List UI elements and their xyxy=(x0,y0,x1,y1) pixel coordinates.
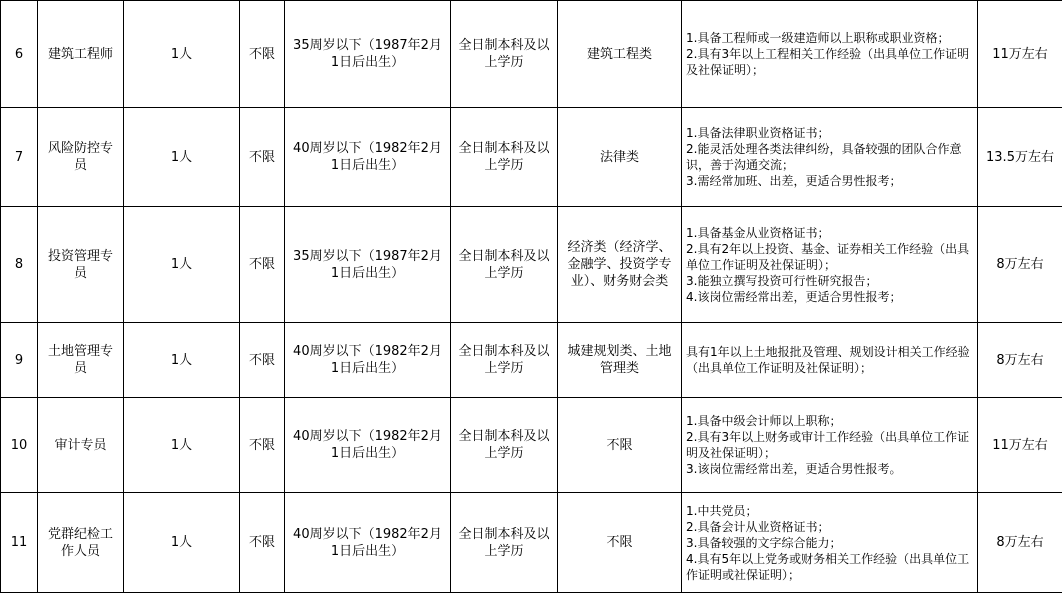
headcount: 1人 xyxy=(124,493,240,593)
headcount: 1人 xyxy=(124,108,240,207)
gender-requirement: 不限 xyxy=(240,108,285,207)
requirement-line: 2.具备会计从业资格证书； xyxy=(686,519,973,535)
major-requirement: 建筑工程类 xyxy=(558,1,682,108)
headcount: 1人 xyxy=(124,323,240,398)
education-requirement: 全日制本科及以上学历 xyxy=(451,323,558,398)
major-requirement: 不限 xyxy=(558,493,682,593)
other-requirements xyxy=(682,323,978,398)
requirement-line: 2.具有3年以上工程相关工作经验（出具单位工作证明及社保证明）； xyxy=(686,46,973,78)
education-requirement: 全日制本科及以上学历 xyxy=(451,493,558,593)
age-requirement: 40周岁以下（1982年2月1日后出生） xyxy=(285,108,451,207)
row-number: 6 xyxy=(1,1,38,108)
table-row xyxy=(1,323,1062,398)
requirement-line: 4.具有5年以上党务或财务相关工作经验（出具单位工作证明或社保证明）； xyxy=(686,551,973,583)
salary: 8万左右 xyxy=(978,493,1062,593)
salary: 13.5万左右 xyxy=(978,108,1062,207)
table-body xyxy=(1,1,1062,593)
education-requirement: 全日制本科及以上学历 xyxy=(451,398,558,493)
gender-requirement: 不限 xyxy=(240,398,285,493)
salary: 11万左右 xyxy=(978,398,1062,493)
table-row xyxy=(1,207,1062,323)
position-name: 建筑工程师 xyxy=(38,1,124,108)
gender-requirement: 不限 xyxy=(240,493,285,593)
major-requirement: 经济类（经济学、金融学、投资学专业）、财务财会类 xyxy=(558,207,682,323)
requirement-line: 3.需经常加班、出差，更适合男性报考； xyxy=(686,173,973,189)
major-requirement: 城建规划类、土地管理类 xyxy=(558,323,682,398)
age-requirement: 35周岁以下（1987年2月1日后出生） xyxy=(285,207,451,323)
other-requirements xyxy=(682,493,978,593)
other-requirements xyxy=(682,398,978,493)
headcount: 1人 xyxy=(124,398,240,493)
position-name: 风险防控专员 xyxy=(38,108,124,207)
salary: 11万左右 xyxy=(978,1,1062,108)
row-number: 8 xyxy=(1,207,38,323)
age-requirement: 35周岁以下（1987年2月1日后出生） xyxy=(285,1,451,108)
requirement-line: 1.具备法律职业资格证书； xyxy=(686,125,973,141)
requirement-line: 1.具备基金从业资格证书； xyxy=(686,225,973,241)
salary: 8万左右 xyxy=(978,323,1062,398)
education-requirement: 全日制本科及以上学历 xyxy=(451,1,558,108)
education-requirement: 全日制本科及以上学历 xyxy=(451,108,558,207)
other-requirements xyxy=(682,207,978,323)
age-requirement: 40周岁以下（1982年2月1日后出生） xyxy=(285,493,451,593)
gender-requirement: 不限 xyxy=(240,207,285,323)
education-requirement: 全日制本科及以上学历 xyxy=(451,207,558,323)
requirement-line: 2.能灵活处理各类法律纠纷，具备较强的团队合作意识，善于沟通交流； xyxy=(686,141,973,173)
position-name: 审计专员 xyxy=(38,398,124,493)
headcount: 1人 xyxy=(124,1,240,108)
position-name: 党群纪检工作人员 xyxy=(38,493,124,593)
requirement-line: 具有1年以上土地报批及管理、规划设计相关工作经验（出具单位工作证明及社保证明）； xyxy=(686,344,973,376)
other-requirements xyxy=(682,1,978,108)
row-number: 11 xyxy=(1,493,38,593)
requirement-line: 3.能独立撰写投资可行性研究报告； xyxy=(686,273,973,289)
table-row xyxy=(1,1,1062,108)
position-name: 土地管理专员 xyxy=(38,323,124,398)
other-requirements xyxy=(682,108,978,207)
salary: 8万左右 xyxy=(978,207,1062,323)
row-number: 10 xyxy=(1,398,38,493)
requirement-line: 3.该岗位需经常出差，更适合男性报考。 xyxy=(686,461,973,477)
major-requirement: 不限 xyxy=(558,398,682,493)
gender-requirement: 不限 xyxy=(240,1,285,108)
requirement-line: 1.具备中级会计师以上职称； xyxy=(686,413,973,429)
row-number: 9 xyxy=(1,323,38,398)
table-row xyxy=(1,398,1062,493)
age-requirement: 40周岁以下（1982年2月1日后出生） xyxy=(285,398,451,493)
gender-requirement: 不限 xyxy=(240,323,285,398)
age-requirement: 40周岁以下（1982年2月1日后出生） xyxy=(285,323,451,398)
requirement-line: 4.该岗位需经常出差，更适合男性报考； xyxy=(686,289,973,305)
requirement-line: 3.具备较强的文字综合能力； xyxy=(686,535,973,551)
table-row xyxy=(1,108,1062,207)
row-number: 7 xyxy=(1,108,38,207)
position-name: 投资管理专员 xyxy=(38,207,124,323)
headcount: 1人 xyxy=(124,207,240,323)
requirement-line: 1.中共党员； xyxy=(686,503,973,519)
major-requirement: 法律类 xyxy=(558,108,682,207)
table-row xyxy=(1,493,1062,593)
requirement-line: 2.具有3年以上财务或审计工作经验（出具单位工作证明及社保证明）； xyxy=(686,429,973,461)
requirement-line: 1.具备工程师或一级建造师以上职称或职业资格； xyxy=(686,30,973,46)
requirement-line: 2.具有2年以上投资、基金、证券相关工作经验（出具单位工作证明及社保证明）； xyxy=(686,241,973,273)
